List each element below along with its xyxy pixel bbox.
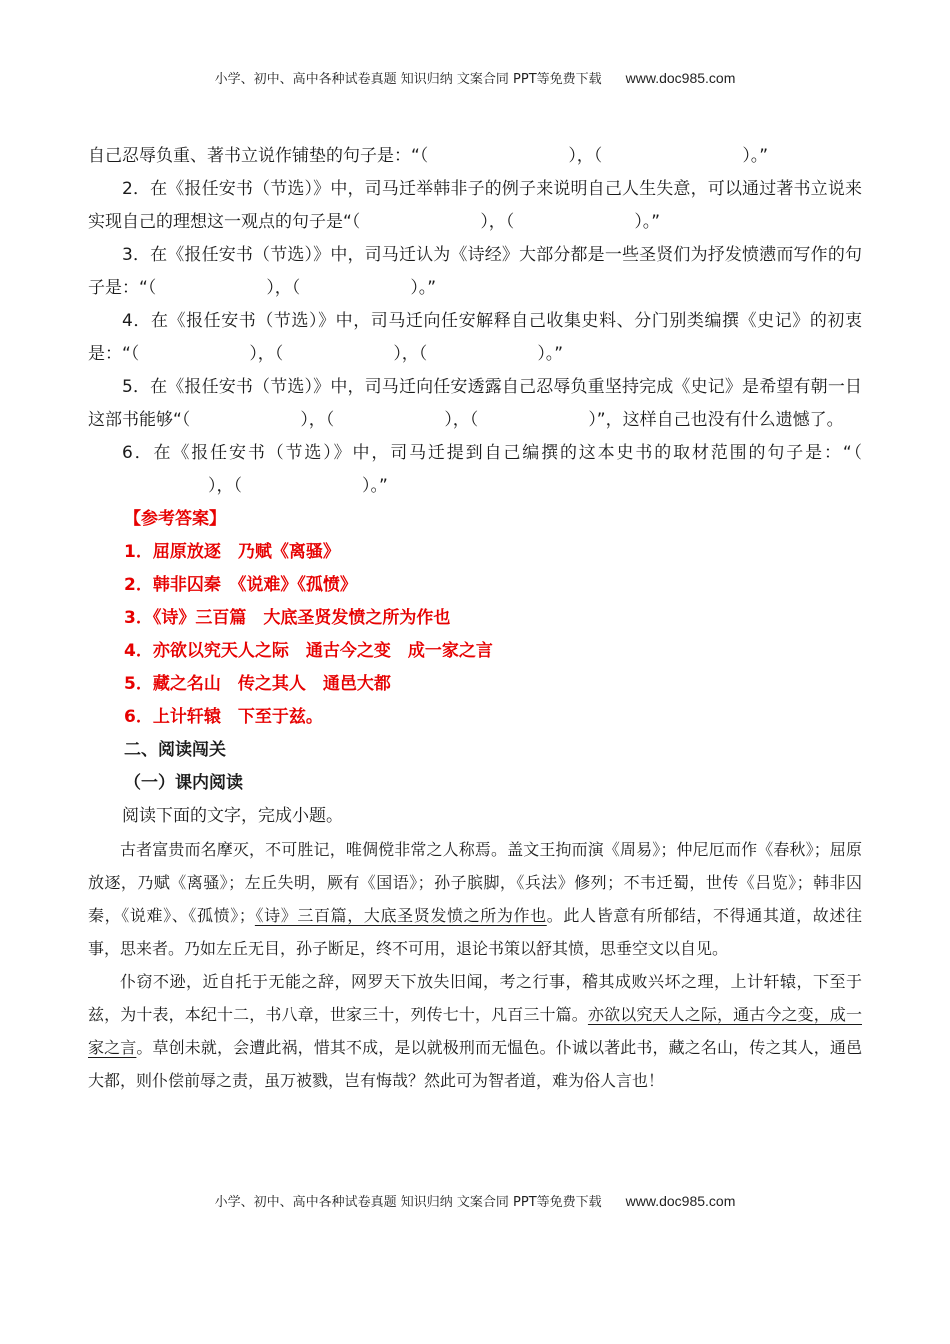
reading-instruction: 阅读下面的文字，完成小题。 — [122, 806, 343, 826]
q1-end: ）。” — [742, 146, 769, 166]
underlined-sentence: 亦欲以究天人之际，通古今之变，成一家之言 — [88, 1005, 862, 1057]
question-6 — [88, 437, 862, 503]
q5-close: ）” — [588, 410, 606, 430]
q2-text: 2．在《报任安书（节选）》中，司马迁举韩非子的例子来说明自己人生失意，可以通过著书立说来实现自己的理想这一观点的句子是“（ — [88, 179, 862, 232]
q4-text: 4．在《报任安书（节选）》中，司马迁向任安解释自己收集史料、分门别类编撰《史记》的初衷是：“（ — [88, 311, 862, 364]
passage-text: 。草创未就，会遭此祸，惜其不成，是以就极刑而无愠色。仆诚以著此书，藏之名山，传之其人，通邑大都，则仆偿前辱之责，虽万被戮，岂有悔哉？然此可为智者道，难为俗人言也！ — [88, 1038, 862, 1090]
question-1-tail — [88, 140, 862, 173]
q5-sep: ），（ — [444, 410, 479, 430]
passage-paragraph-1 — [88, 833, 862, 965]
underlined-sentence: 《诗》三百篇，大底圣贤发愤之所为作也 — [254, 906, 547, 925]
answer-item: 5．藏之名山 传之其人 通邑大都 — [124, 674, 391, 694]
q2-sep: ），（ — [480, 212, 515, 232]
q6-text: 6．在《报任安书（节选）》中，司马迁提到自己编撰的这本史书的取材范围的句子是：“（ — [122, 443, 862, 463]
q2-end: ）。” — [634, 212, 661, 232]
q5-end: ，这样自己也没有什么遗憾了。 — [605, 410, 844, 430]
answers-title: 【参考答案】 — [124, 509, 226, 529]
q4-end: ）。” — [537, 344, 564, 364]
q4-sep: ），（ — [249, 344, 284, 364]
passage-text: 仆窃不逊，近自托于无能之辞，网罗天下放失旧闻，考之行事，稽其成败兴坏之理，上计轩辕，下至于兹，为十表，本纪十二，书八章，世家三十，列传七十，凡百三十篇。 — [88, 972, 862, 1024]
q3-end: ）。” — [410, 278, 437, 298]
section-title: 二、阅读闯关 — [124, 740, 226, 760]
q1-text: 自己忍辱负重、著书立说作铺垫的句子是：“（ — [88, 146, 429, 166]
q6-sep: ），（ — [208, 476, 242, 496]
q6-end: ）。” — [362, 476, 388, 496]
question-2 — [88, 173, 862, 239]
passage-paragraph-2 — [88, 965, 862, 1097]
question-3 — [88, 239, 862, 305]
answer-item: 3．《诗》三百篇 大底圣贤发愤之所为作也 — [124, 608, 451, 628]
answer-item: 4．亦欲以究天人之际 通古今之变 成一家之言 — [124, 641, 493, 661]
answer-item: 2．韩非囚秦 《说难》《孤愤》 — [124, 575, 357, 595]
question-4 — [88, 305, 862, 371]
footer-site-link[interactable]: www.doc985.com — [625, 1193, 736, 1209]
q5-text: 5．在《报任安书（节选）》中，司马迁向任安透露自己忍辱负重坚持完成《史记》是希望有朝一日这部书能够“（ — [88, 377, 862, 430]
q3-text: 3．在《报任安书（节选）》中，司马迁认为《诗经》大部分都是一些圣贤们为抒发愤懑而写作的句子是：“（ — [88, 245, 862, 298]
passage-text: 古者富贵而名摩灭，不可胜记，唯倜傥非常之人称焉。盖文王拘而演《周易》；仲尼厄而作《春秋》；屈原放逐，乃赋《离骚》；左丘失明，厥有《国语》；孙子膑脚，《兵法》修列；不韦迁蜀，世传《吕览》；韩非囚秦，《说难》、《孤愤》； — [88, 840, 862, 925]
passage-text: 。此人皆意有所郁结，不得通其道，故述往事，思来者。乃如左丘无目，孙子断足，终不可用，退论书策以舒其愤，思垂空文以自见。 — [88, 906, 862, 958]
question-5 — [88, 371, 862, 437]
page-content — [88, 140, 862, 1097]
footer-text: 小学、初中、高中各种试卷真题 知识归纳 文案合同 PPT等免费下载 — [214, 1195, 602, 1210]
answer-item: 6．上计轩辕 下至于兹。 — [124, 707, 323, 727]
section-subtitle: （一）课内阅读 — [124, 773, 243, 793]
q3-sep: ），（ — [266, 278, 301, 298]
q4-sep: ），（ — [393, 344, 428, 364]
page-footer — [0, 1191, 950, 1210]
header-site-link[interactable]: www.doc985.com — [625, 70, 736, 86]
page-header — [0, 68, 950, 87]
q5-sep: ），（ — [300, 410, 335, 430]
answer-item: 1．屈原放逐 乃赋《离骚》 — [124, 542, 340, 562]
q1-sep: ），（ — [568, 146, 603, 166]
header-text: 小学、初中、高中各种试卷真题 知识归纳 文案合同 PPT等免费下载 — [214, 72, 602, 87]
